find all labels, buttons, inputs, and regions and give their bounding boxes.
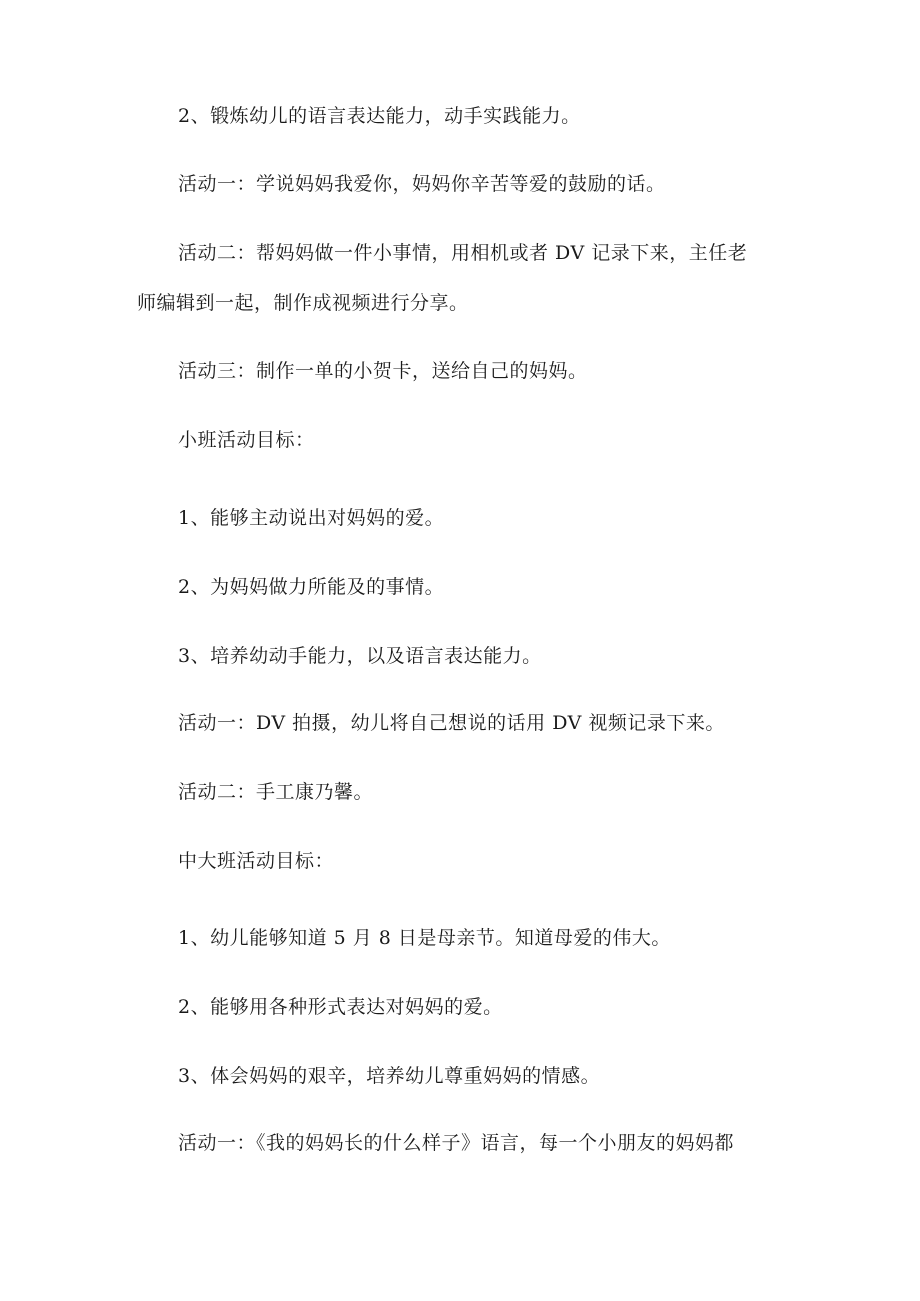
middle-large-goal-1: 1、幼儿能够知道 5 月 8 日是母亲节。知道母爱的伟大。 [178, 927, 671, 949]
small-class-goal-1: 1、能够主动说出对妈妈的爱。 [178, 507, 445, 529]
activity-line-2-continued: 师编辑到一起，制作成视频进行分享。 [137, 292, 469, 314]
small-class-goal-3: 3、培养幼动手能力，以及语言表达能力。 [178, 645, 542, 667]
section-heading-small-class: 小班活动目标： [178, 429, 315, 451]
activity-line-2: 活动二：帮妈妈做一件小事情，用相机或者 DV 记录下来，主任老 [178, 242, 748, 264]
section-heading-middle-large-class: 中大班活动目标： [178, 850, 335, 872]
small-class-activity-2: 活动二：手工康乃馨。 [178, 781, 374, 803]
middle-large-goal-2: 2、能够用各种形式表达对妈妈的爱。 [178, 996, 503, 1018]
activity-line-3: 活动三：制作一单的小贺卡，送给自己的妈妈。 [178, 360, 588, 382]
activity-line-1: 活动一：学说妈妈我爱你，妈妈你辛苦等爱的鼓励的话。 [178, 173, 666, 195]
middle-large-goal-3: 3、体会妈妈的艰辛，培养幼儿尊重妈妈的情感。 [178, 1065, 601, 1087]
goal-line-2: 2、锻炼幼儿的语言表达能力，动手实践能力。 [178, 105, 581, 127]
small-class-activity-1: 活动一：DV 拍摄，幼儿将自己想说的话用 DV 视频记录下来。 [178, 712, 725, 734]
middle-large-activity-1: 活动一：《我的妈妈长的什么样子》语言，每一个小朋友的妈妈都 [178, 1132, 735, 1154]
small-class-goal-2: 2、为妈妈做力所能及的事情。 [178, 576, 445, 598]
